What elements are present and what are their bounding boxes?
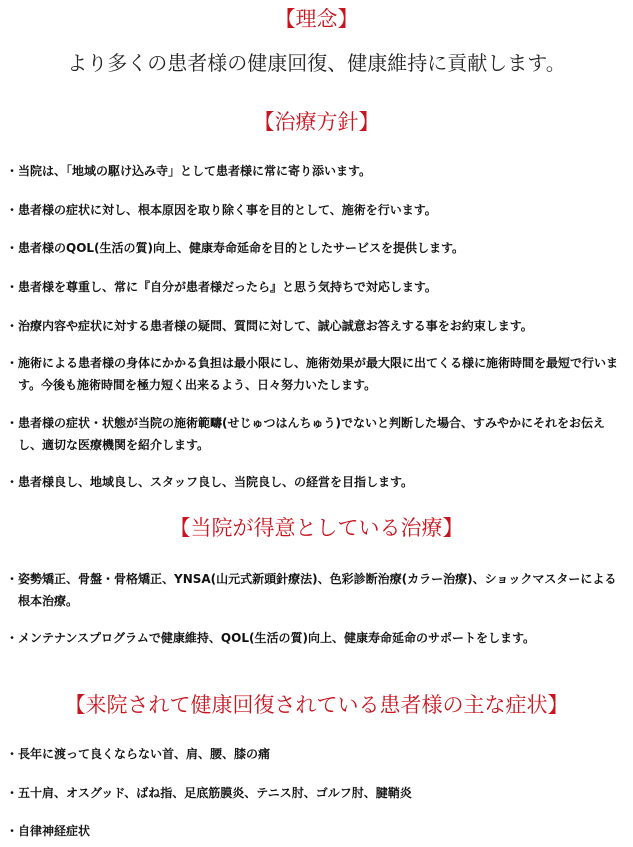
specialty-item xyxy=(6,627,624,649)
philosophy-heading: 【理念】 xyxy=(274,7,359,31)
bullet-icon: ・ xyxy=(6,319,19,333)
policy-item-text: 患者様の症状・状態が当院の施術範疇(せじゅつはんちゅう)でないと判断した場合、すみやかにそれをお伝えし、適切な医療機関を紹介します。 xyxy=(18,416,605,452)
policy-item-text: 当院は、「地域の駆け込み寺」として患者様に常に寄り添います。 xyxy=(18,164,372,178)
policy-item xyxy=(6,237,624,259)
symptom-item-text: 長年に渡って良くならない首、肩、腰、膝の痛 xyxy=(18,747,271,761)
specialty-item-text: メンテナンスプログラムで健康維持、QOL(生活の質)向上、健康寿命延命のサポートをします。 xyxy=(18,631,535,645)
policy-item-text: 患者様の症状に対し、根本原因を取り除く事を目的として、施術を行います。 xyxy=(18,203,437,217)
policy-item xyxy=(6,276,624,298)
policy-heading: 【治療方針】 xyxy=(253,110,380,134)
bullet-icon: ・ xyxy=(6,475,19,489)
bullet-icon: ・ xyxy=(6,786,19,800)
philosophy-statement: より多くの患者様の健康回復、健康維持に貢献します。 xyxy=(67,51,566,75)
bullet-icon: ・ xyxy=(6,203,19,217)
specialty-item xyxy=(6,568,624,612)
policy-item xyxy=(6,315,624,337)
policy-item xyxy=(6,412,624,456)
bullet-icon: ・ xyxy=(6,241,19,255)
policy-item xyxy=(6,352,624,396)
bullet-icon: ・ xyxy=(6,356,19,370)
policy-item-text: 患者様良し、地域良し、スタッフ良し、当院良し、の経営を目指します。 xyxy=(18,475,414,489)
bullet-icon: ・ xyxy=(6,824,19,838)
bullet-icon: ・ xyxy=(6,164,19,178)
policy-item-text: 治療内容や症状に対する患者様の疑問、質問に対して、誠心誠意お答えする事をお約束します。 xyxy=(18,319,533,333)
policy-item xyxy=(6,471,624,493)
specialty-item-text: 姿勢矯正、骨盤・骨格矯正、YNSA(山元式新頭針療法)、色彩診断治療(カラー治療)、ショックマスターによる根本治療。 xyxy=(18,572,617,608)
bullet-icon: ・ xyxy=(6,416,19,430)
policy-item xyxy=(6,160,624,182)
bullet-icon: ・ xyxy=(6,747,19,761)
symptom-item-text: 自律神経症状 xyxy=(18,824,91,838)
policy-item-text: 施術による患者様の身体にかかる負担は最小限にし、施術効果が最大限に出てくる様に施術時間を最短で行います。今後も施術時間を極力短く出来るよう、日々努力いたします。 xyxy=(18,356,619,392)
symptom-item xyxy=(6,743,624,765)
policy-item-text: 患者様を尊重し、常に『自分が患者様だったら』と思う気持ちで対応します。 xyxy=(18,280,437,294)
bullet-icon: ・ xyxy=(6,631,19,645)
bullet-icon: ・ xyxy=(6,572,19,586)
symptom-item-text: 五十肩、オスグッド、ばね指、足底筋膜炎、テニス肘、ゴルフ肘、腱鞘炎 xyxy=(18,786,412,800)
policy-item xyxy=(6,199,624,221)
specialty-heading: 【当院が得意としている治療】 xyxy=(169,516,464,540)
symptoms-heading: 【来院されて健康回復されている患者様の主な症状】 xyxy=(64,693,569,717)
bullet-icon: ・ xyxy=(6,280,19,294)
symptom-item xyxy=(6,782,624,804)
policy-item-text: 患者様のQOL(生活の質)向上、健康寿命延命を目的としたサービスを提供します。 xyxy=(18,241,465,255)
symptom-item xyxy=(6,820,624,842)
